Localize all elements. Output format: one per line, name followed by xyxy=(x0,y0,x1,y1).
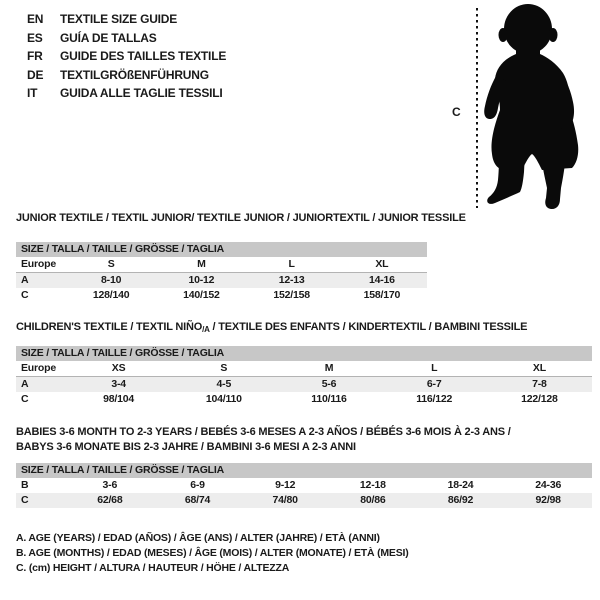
cell: 104/110 xyxy=(205,393,242,405)
cell: 68/74 xyxy=(184,494,211,506)
language-title: GUIDE DES TAILLES TEXTILE xyxy=(60,49,227,63)
cell: 6-7 xyxy=(426,378,442,390)
language-row xyxy=(27,66,226,85)
language-title: TEXTILGRÖßENFÜHRUNG xyxy=(60,67,209,82)
table-column-header-row xyxy=(16,257,427,273)
row-label: B xyxy=(21,479,29,491)
cell: 116/122 xyxy=(416,393,453,405)
language-code: DE xyxy=(27,67,44,82)
section-title-subscript: /A xyxy=(202,325,210,334)
column-header: M xyxy=(197,258,206,270)
section-title-children xyxy=(16,320,527,337)
cell: 4-5 xyxy=(216,378,232,390)
row-label: A xyxy=(21,274,29,286)
language-title-list xyxy=(27,10,226,103)
region-label: Europe xyxy=(21,258,56,270)
footnote-b: B. AGE (MONTHS) / EDAD (MESES) / ÂGE (MOIS) / ALTER (MONATE) / ETÀ (MESI) xyxy=(16,547,409,560)
row-label: C xyxy=(21,289,29,301)
column-header: XS xyxy=(111,362,126,374)
cell: 9-12 xyxy=(275,479,296,491)
table-row-c xyxy=(16,493,592,508)
column-header: M xyxy=(324,362,334,374)
cell: 80/86 xyxy=(360,494,386,506)
measure-label-c: C xyxy=(452,105,461,119)
row-label: C xyxy=(21,393,29,405)
cell: 6-9 xyxy=(190,479,205,491)
cell: 122/128 xyxy=(521,393,558,405)
section-title-line1: BABIES 3-6 MONTH TO 2-3 YEARS / BEBÉS 3-6 MESES A 2-3 AÑOS / BÉBÉS 3-6 MOIS À 2-3 ANS / xyxy=(16,426,511,438)
column-header: XL xyxy=(375,258,389,270)
cell: 128/140 xyxy=(92,289,130,301)
cell: 92/98 xyxy=(535,494,561,506)
section-title-babies xyxy=(16,425,511,455)
babies-size-table xyxy=(16,463,592,508)
cell: 8-10 xyxy=(101,274,122,286)
language-code: EN xyxy=(27,12,44,26)
table-row-a xyxy=(16,377,592,392)
junior-size-table xyxy=(16,242,427,303)
column-header: L xyxy=(431,362,438,374)
cell: 10-12 xyxy=(188,274,215,286)
table-row-a xyxy=(16,273,427,288)
footnote-c: C. (cm) HEIGHT / ALTURA / HAUTEUR / HÖHE / ALTEZZA xyxy=(16,562,290,575)
cell: 62/68 xyxy=(97,494,123,506)
footnotes xyxy=(16,531,409,577)
cell: 14-16 xyxy=(368,274,395,286)
language-row xyxy=(27,10,226,29)
table-size-header: SIZE / TALLA / TAILLE / GRÖSSE / TAGLIA xyxy=(16,346,592,361)
language-title: GUÍA DE TALLAS xyxy=(60,30,157,45)
cell: 5-6 xyxy=(321,378,337,390)
cell: 152/158 xyxy=(273,289,310,301)
column-header: S xyxy=(107,258,115,270)
cell: 12-13 xyxy=(278,274,305,286)
table-size-header: SIZE / TALLA / TAILLE / GRÖSSE / TAGLIA xyxy=(16,463,592,478)
table-row-c xyxy=(16,392,592,407)
cell: 7-8 xyxy=(532,378,547,390)
section-title-text: / TEXTILE DES ENFANTS / KINDERTEXTIL / BAMBINI TESSILE xyxy=(209,321,528,333)
cell: 110/116 xyxy=(311,393,347,405)
section-title-line2: BABYS 3-6 MONATE BIS 2-3 JAHRE / BAMBINI 3-6 MESI A 2-3 ANNI xyxy=(16,441,356,453)
cell: 24-36 xyxy=(535,479,562,491)
language-title: GUIDA ALLE TAGLIE TESSILI xyxy=(60,86,223,100)
cell: 140/152 xyxy=(183,289,220,301)
table-row-b xyxy=(16,478,592,493)
table-column-header-row xyxy=(16,361,592,377)
language-row xyxy=(27,47,226,66)
children-size-table xyxy=(16,346,592,407)
cell: 3-4 xyxy=(111,378,126,390)
region-label: Europe xyxy=(21,362,56,374)
table-row-c xyxy=(16,288,427,303)
language-code: ES xyxy=(27,30,43,45)
row-label: A xyxy=(21,378,29,390)
cell: 12-18 xyxy=(359,479,386,491)
section-title-text: JUNIOR TEXTILE / TEXTIL JUNIOR/ TEXTILE JUNIOR / JUNIORTEXTIL / JUNIOR TESSILE xyxy=(16,212,466,224)
column-header: S xyxy=(220,362,228,374)
cell: 74/80 xyxy=(272,494,298,506)
footnote-a: A. AGE (YEARS) / EDAD (AÑOS) / ÂGE (ANS) / ALTER (JAHRE) / ETÀ (ANNI) xyxy=(16,532,380,544)
row-label: C xyxy=(21,494,29,506)
language-row xyxy=(27,84,226,103)
cell: 18-24 xyxy=(447,479,474,491)
language-code: FR xyxy=(27,49,43,63)
language-code: IT xyxy=(27,86,38,100)
language-title: TEXTILE SIZE GUIDE xyxy=(60,12,178,26)
column-header: XL xyxy=(532,362,546,374)
cell: 3-6 xyxy=(102,479,118,491)
baby-silhouette-icon xyxy=(450,0,600,215)
table-size-header: SIZE / TALLA / TAILLE / GRÖSSE / TAGLIA xyxy=(16,242,427,257)
cell: 158/170 xyxy=(363,289,401,301)
section-title-text: CHILDREN'S TEXTILE / TEXTIL NIÑO xyxy=(16,321,203,333)
column-header: L xyxy=(288,258,295,270)
language-row xyxy=(27,29,226,48)
cell: 98/104 xyxy=(103,393,135,405)
section-title-junior xyxy=(16,211,466,226)
cell: 86/92 xyxy=(447,494,474,506)
